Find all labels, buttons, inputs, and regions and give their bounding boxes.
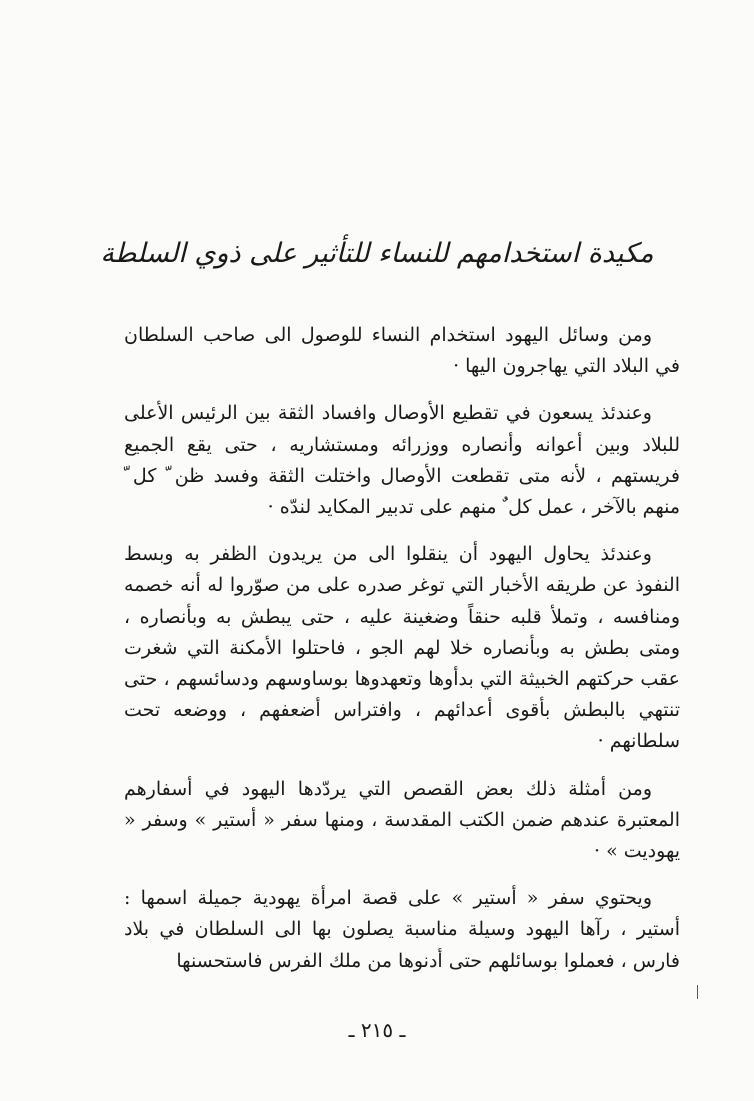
paragraph-2: وعندئذ يسعون في تقطيع الأوصال وافساد الثقة بين الرئيس الأعلى للبلاد وبين أعوانه وأنصاره ووزرائه ومستشاريه ، حتى يقع الجميع فريستهم ، لأنه متى تقطعت الأوصال واختلت الثقة وفسد ظن ّ كل ّ منهم بالآخر ، عمل كل ٌ منهم على تدبير المكايد لندّه · — [124, 402, 680, 519]
page-number: ـ ٢١٥ ـ — [348, 1018, 406, 1042]
body-text — [124, 320, 680, 993]
margin-mark — [697, 985, 698, 999]
paragraph-1: ومن وسائل اليهود استخدام النساء للوصول الى صاحب السلطان في البلاد التي يهاجرون اليها · — [124, 324, 680, 378]
paragraph-3: وعندئذ يحاول اليهود أن ينقلوا الى من يريدون الظفر به وبسط النفوذ عن طريقه الأخبار التي توغر صدره على من صوّروا له أنه خصمه ومنافسه ، وتملأ قلبه حنقاً وضغينة عليه ، حتى يبطش به وبأنصاره ، ومتى بطش به وبأنصاره خلا لهم الجو ، فاحتلوا الأمكنة التي شغرت عقب حركتهم الخبيثة التي بدأوها وتعهدوها بوساوسهم ودسائسهم ، حتى تنتهي بالبطش بأقوى أعدائهم ، وافتراس أضعفهم ، ووضعه تحت سلطانهم · — [124, 543, 680, 753]
chapter-title: مكيدة استخدامهم للنساء للتأثير على ذوي السلطة — [100, 238, 654, 269]
paragraph-4: ومن أمثلة ذلك بعض القصص التي يردّدها اليهود في أسفارهم المعتبرة عندهم ضمن الكتب المقدسة ، ومنها سفر « أستير » وسفر « يهوديت » · — [124, 777, 680, 863]
paragraph-5: ويحتوي سفر « أستير » على قصة امرأة يهودية جميلة اسمها : أستير ، رآها اليهود وسيلة مناسبة يصلون بها الى السلطان في بلاد فارس ، فعملوا بوسائلهم حتى أدنوها من ملك الفرس فاستحسنها — [124, 887, 680, 972]
